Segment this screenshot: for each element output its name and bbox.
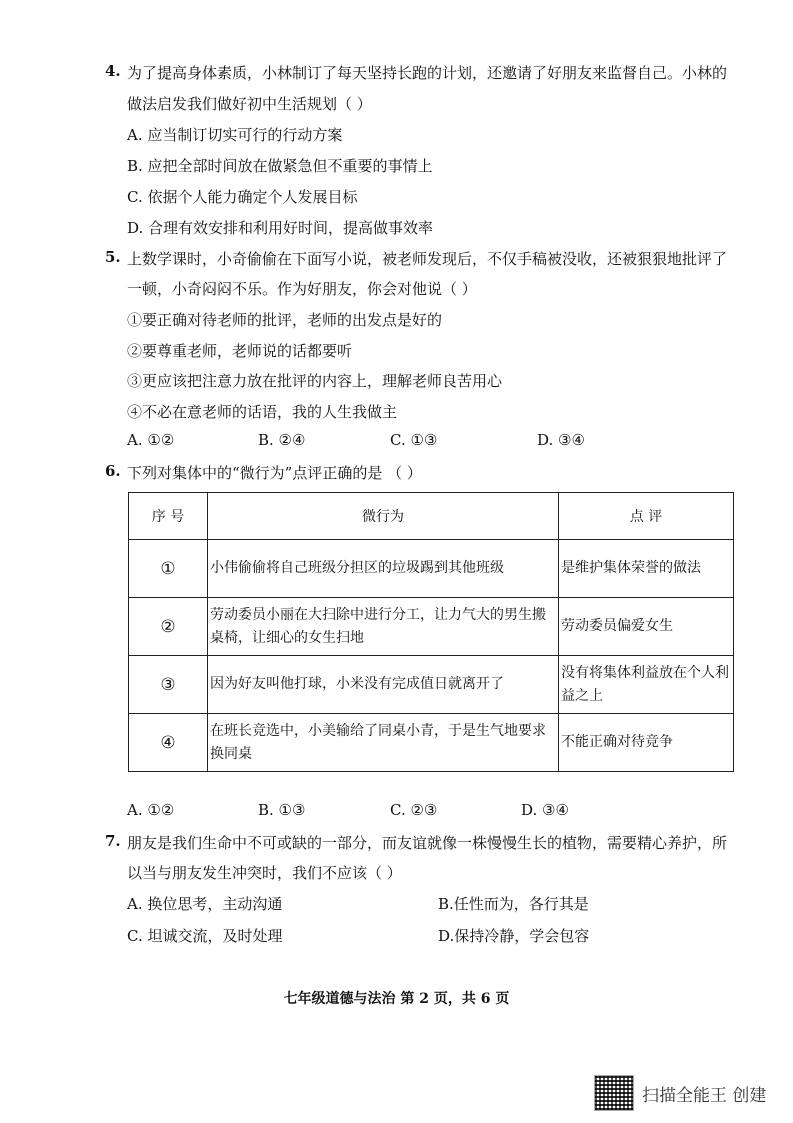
header-comment: 点 评 xyxy=(559,493,734,540)
q7-option-c: C. 坦诚交流，及时处理 xyxy=(127,927,283,945)
row-index: ① xyxy=(129,540,208,598)
row-behavior: 小伟偷偷将自己班级分担区的垃圾踢到其他班级 xyxy=(208,540,559,598)
row-comment: 劳动委员偏爱女生 xyxy=(559,598,734,656)
q5-option-a: A. ①② xyxy=(127,431,175,449)
row-index: ④ xyxy=(129,714,208,772)
q4-option-a: A. 应当制订切实可行的行动方案 xyxy=(127,126,343,144)
q5-option-d: D. ③④ xyxy=(537,431,585,449)
header-index: 序 号 xyxy=(129,493,208,540)
table-row xyxy=(129,598,734,656)
row-comment: 不能正确对待竞争 xyxy=(559,714,734,772)
q5-line-1: 上数学课时，小奇偷偷在下面写小说，被老师发现后，不仅手稿被没收，还被狠狠地批评了 xyxy=(127,250,728,268)
q7-option-a: A. 换位思考，主动沟通 xyxy=(127,895,283,913)
q5-option-c: C. ①③ xyxy=(390,431,438,449)
q5-line-2: 一顿，小奇闷闷不乐。作为好朋友，你会对他说（ ） xyxy=(127,280,477,298)
table-row xyxy=(129,656,734,714)
row-behavior: 因为好友叫他打球，小米没有完成值日就离开了 xyxy=(208,656,559,714)
q7-option-d: D.保持冷静，学会包容 xyxy=(438,927,590,945)
scanner-watermark xyxy=(594,1073,767,1111)
row-comment: 是维护集体荣誉的做法 xyxy=(559,540,734,598)
row-behavior: 劳动委员小丽在大扫除中进行分工，让力气大的男生搬桌椅，让细心的女生扫地 xyxy=(208,598,559,656)
q6-line: 下列对集体中的“微行为”点评正确的是 （ ） xyxy=(127,464,422,482)
row-index: ③ xyxy=(129,656,208,714)
qr-code-icon xyxy=(594,1075,634,1111)
q5-statement-4: ④不必在意老师的话语，我的人生我做主 xyxy=(127,403,398,421)
q5-number: 5. xyxy=(105,248,121,266)
table-row xyxy=(129,540,734,598)
table-header-row xyxy=(129,493,734,540)
q4-option-b: B. 应把全部时间放在做紧急但不重要的事情上 xyxy=(127,157,433,175)
q6-number: 6. xyxy=(105,462,121,480)
row-behavior: 在班长竞选中，小美输给了同桌小青，于是生气地要求换同桌 xyxy=(208,714,559,772)
q4-option-c: C. 依据个人能力确定个人发展目标 xyxy=(127,188,358,206)
q7-number: 7. xyxy=(105,832,121,850)
micro-behavior-table xyxy=(128,492,734,772)
q4-number: 4. xyxy=(105,62,121,80)
q6-option-b: B. ①③ xyxy=(258,801,306,819)
q5-option-b: B. ②④ xyxy=(258,431,306,449)
q6-option-d: D. ③④ xyxy=(521,801,569,819)
q6-option-c: C. ②③ xyxy=(390,801,438,819)
table-row xyxy=(129,714,734,772)
watermark-text: 扫描全能王 创建 xyxy=(642,1086,767,1106)
q5-statement-2: ②要尊重老师，老师说的话都要听 xyxy=(127,342,353,360)
q7-option-b: B.任性而为，各行其是 xyxy=(438,895,589,913)
q7-line-2: 以当与朋友发生冲突时，我们不应该（ ） xyxy=(127,864,402,882)
q5-statement-3: ③更应该把注意力放在批评的内容上，理解老师良苦用心 xyxy=(127,372,503,390)
q4-option-d: D. 合理有效安排和利用好时间，提高做事效率 xyxy=(127,219,434,237)
header-behavior: 微行为 xyxy=(208,493,559,540)
q4-line-2: 做法启发我们做好初中生活规划（ ） xyxy=(127,95,372,113)
q5-statement-1: ①要正确对待老师的批评，老师的出发点是好的 xyxy=(127,311,443,329)
page-footer: 七年级道德与法治 第 2 页，共 6 页 xyxy=(283,991,510,1007)
q7-line-1: 朋友是我们生命中不可或缺的一部分，而友谊就像一株慢慢生长的植物，需要精心养护，所 xyxy=(127,834,728,852)
row-comment: 没有将集体利益放在个人利益之上 xyxy=(559,656,734,714)
q4-line-1: 为了提高身体素质，小林制订了每天坚持长跑的计划，还邀请了好朋友来监督自己。小林的 xyxy=(127,64,728,82)
row-index: ② xyxy=(129,598,208,656)
q6-option-a: A. ①② xyxy=(127,801,175,819)
